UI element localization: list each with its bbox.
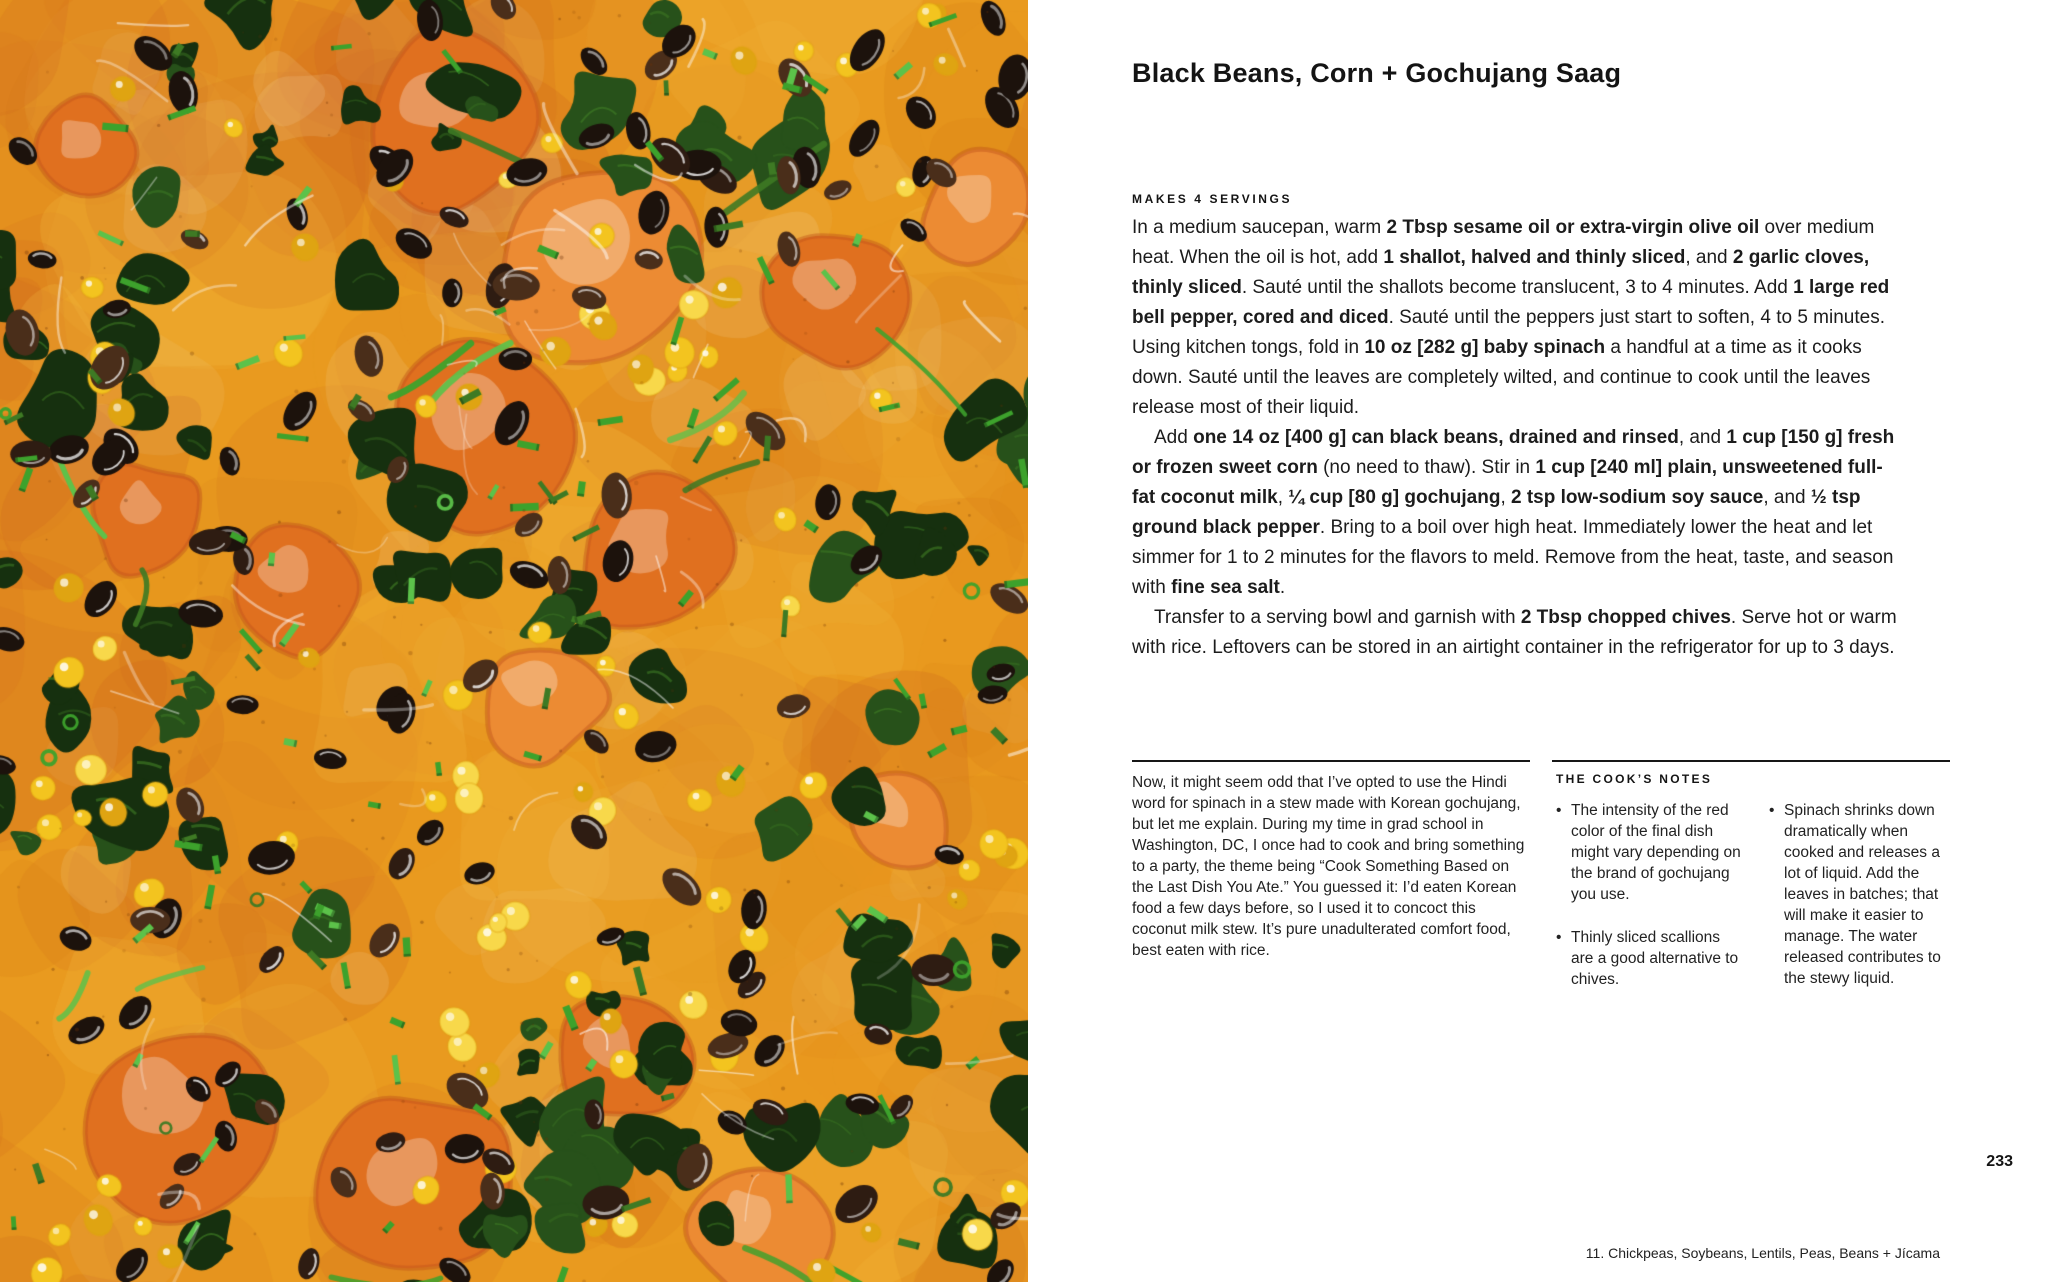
cooks-notes-heading: THE COOK’S NOTES	[1556, 772, 1713, 786]
divider-right	[1552, 760, 1950, 762]
author-note: Now, it might seem odd that I’ve opted to use the Hindi word for spinach in a stew made with Korean gochujang, but let me explain. During my time in grad school in Washington, DC, I once had to cook and bring something to a party, the theme being “Cook Something Based on the Last Dish You Ate.” You guessed it: I’d eaten Korean food a few days before, so I used it to concoct this coconut milk stew. It’s pure unadulterated comfort food, best eaten with rice.	[1132, 774, 1525, 959]
recipe-paragraph: Add one 14 oz [400 g] can black beans, drained and rinsed, and 1 cup [150 g] fresh or frozen sweet corn (no need to thaw). Stir in 1 cup [240 ml] plain, unsweetened full-fat coconut milk, ¼ cup [80 g] gochujang, 2 tsp low-sodium soy sauce, and ½ tsp ground black pepper. Bring to a boil over high heat. Immediately lower the heat and let simmer for 1 to 2 minutes for the flavors to meld. Remove from the heat, taste, and season with fine sea salt.	[1132, 427, 1895, 598]
chapter-footer: 11. Chickpeas, Soybeans, Lentils, Peas, Beans + Jícama	[1585, 1245, 1940, 1261]
cooks-note-item: • Spinach shrinks down dramatically when cooked and releases a lot of liquid. Add the leaves in batches; that will make it easier to manage. The water released contributes to the stewy liquid.	[1769, 800, 1956, 989]
cooks-notes-column-1	[1556, 800, 1743, 1012]
page-number: 233	[1986, 1153, 2013, 1170]
cooks-notes	[1556, 800, 1956, 1012]
cooks-notes-column-2	[1769, 800, 1956, 1012]
divider-left	[1132, 760, 1530, 762]
cooks-note-item: • Thinly sliced scallions are a good alternative to chives.	[1556, 927, 1743, 990]
recipe-instructions	[1132, 213, 1902, 663]
recipe-title: Black Beans, Corn + Gochujang Saag	[1132, 58, 1622, 88]
recipe-page	[1028, 0, 2048, 1282]
servings-label: MAKES 4 SERVINGS	[1132, 192, 1293, 206]
recipe-paragraph: Transfer to a serving bowl and garnish with 2 Tbsp chopped chives. Serve hot or warm with rice. Leftovers can be stored in an airtight container in the refrigerator for up to 3 days.	[1132, 607, 1897, 658]
cooks-note-item: • The intensity of the red color of the final dish might vary depending on the brand of gochujang you use.	[1556, 800, 1743, 905]
recipe-paragraph: In a medium saucepan, warm 2 Tbsp sesame oil or extra-virgin olive oil over medium heat. When the oil is hot, add 1 shallot, halved and thinly sliced, and 2 garlic cloves, thinly sliced. Sauté until the shallots become translucent, 3 to 4 minutes. Add 1 large red bell pepper, cored and diced. Sauté until the peppers just start to soften, 4 to 5 minutes. Using kitchen tongs, fold in 10 oz [282 g] baby spinach a handful at a time as it cooks down. Sauté until the leaves are completely wilted, and continue to cook until the leaves release most of their liquid.	[1132, 217, 1890, 418]
